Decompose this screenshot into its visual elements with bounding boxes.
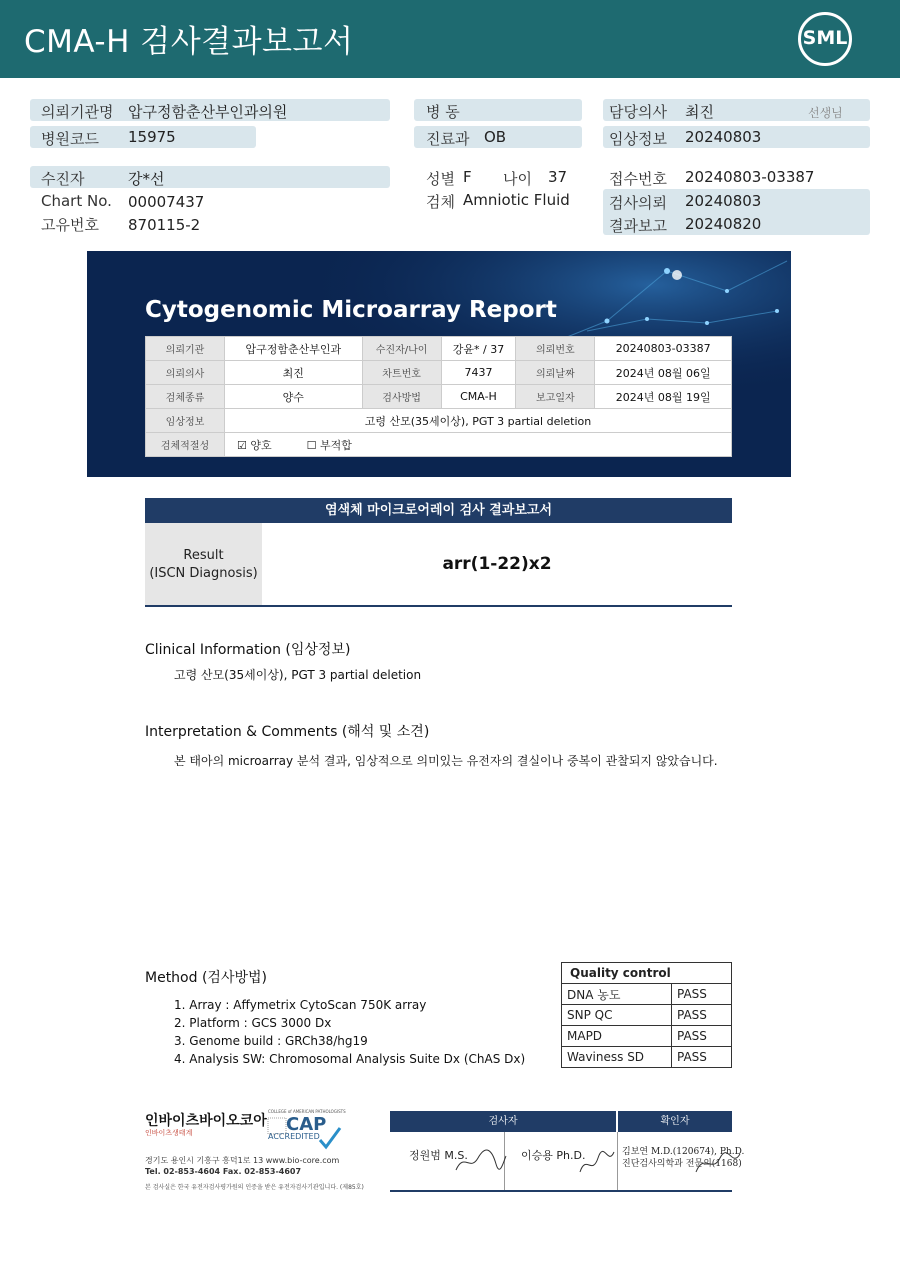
company-logo: 인바이츠바이오코아 <box>145 1113 267 1129</box>
table-cell: 임상정보 <box>146 409 225 433</box>
result-value: arr(1-22)x2 <box>442 554 552 574</box>
table-cell: 검체적절성 <box>146 433 225 457</box>
qc-title: Quality control <box>562 963 732 984</box>
table-cell: 검사방법 <box>362 385 441 409</box>
method-item: 4. Analysis SW: Chromosomal Analysis Suite Dx (ChAS Dx) <box>174 1052 526 1066</box>
table-cell: PASS <box>672 1047 732 1068</box>
signature-bottom-line <box>390 1190 732 1192</box>
adequacy-bad-checkbox: ☐ 부적합 <box>306 438 352 452</box>
certification-notice: 본 검사실은 한국 유전자검사평가원의 인증을 받은 유전자검사기관입니다. (제85호) <box>145 1184 364 1191</box>
table-row <box>562 963 732 984</box>
receipt-value: 20240803-03387 <box>685 168 815 186</box>
cap-accredited: ACCREDITED <box>268 1132 320 1141</box>
table-cell: PASS <box>672 1005 732 1026</box>
ward-label: 병 동 <box>426 103 460 121</box>
table-cell: Waviness SD <box>562 1047 672 1068</box>
result-header: 염색체 마이크로어레이 검사 결과보고서 <box>145 498 732 523</box>
company-address: 경기도 용인시 기흥구 흥덕1로 13 www.bio-core.com <box>145 1156 340 1165</box>
chart-label: Chart No. <box>41 192 112 210</box>
examiner-2-signature-icon <box>576 1146 616 1178</box>
cap-check-icon <box>266 1116 344 1152</box>
sml-logo: SML <box>802 27 848 49</box>
table-cell: 수진자/나이 <box>362 337 441 361</box>
adequacy-good-checkbox: ☑ 양호 <box>237 438 272 452</box>
request-value: 20240803 <box>685 192 762 210</box>
table-cell: 의뢰번호 <box>516 337 595 361</box>
examiner-1-name: 정원범 M.S. <box>409 1149 468 1162</box>
report-date-value: 20240820 <box>685 215 762 233</box>
table-cell: 의뢰의사 <box>146 361 225 385</box>
result-label-box <box>145 523 262 605</box>
specimen-label: 검체 <box>426 193 455 211</box>
confirmer-signature-icon <box>692 1146 742 1178</box>
table-cell: 의뢰기관 <box>146 337 225 361</box>
method-item: 3. Genome build : GRCh38/hg19 <box>174 1034 368 1048</box>
doctor-value: 최진 <box>685 103 714 121</box>
age-label: 나이 <box>503 170 532 188</box>
department-value: OB <box>484 128 507 146</box>
institution-value: 압구정함춘산부인과의원 <box>128 103 288 121</box>
interpretation-heading: Interpretation & Comments (해석 및 소견) <box>145 724 430 740</box>
table-cell: SNP QC <box>562 1005 672 1026</box>
examiner-2-name: 이승용 Ph.D. <box>521 1149 586 1162</box>
result-label: Result <box>183 548 224 563</box>
table-cell: 2024년 08월 19일 <box>595 385 732 409</box>
doctor-suffix: 선생님 <box>808 106 843 120</box>
table-cell: 2024년 08월 06일 <box>595 361 732 385</box>
institution-label: 의뢰기관명 <box>41 103 114 121</box>
table-row <box>562 1047 732 1068</box>
chart-value: 00007437 <box>128 193 205 211</box>
table-row <box>146 361 732 385</box>
banner-info-table <box>145 336 732 457</box>
company-logo-sub: 인바이츠생태계 <box>145 1129 193 1137</box>
age-value: 37 <box>548 168 568 186</box>
table-cell: 압구정함춘산부인과 <box>225 337 363 361</box>
table-row <box>146 385 732 409</box>
table-cell: 검체종류 <box>146 385 225 409</box>
result-label-sub: (ISCN Diagnosis) <box>149 566 258 581</box>
table-row <box>146 337 732 361</box>
table-cell: MAPD <box>562 1026 672 1047</box>
table-cell: PASS <box>672 1026 732 1047</box>
report-date-label: 결과보고 <box>609 217 667 235</box>
uid-value: 870115-2 <box>128 216 201 234</box>
department-label: 진료과 <box>426 130 470 148</box>
interpretation-text: 본 태아의 microarray 분석 결과, 임상적으로 의미있는 유전자의 결실이나 중복이 관찰되지 않았습니다. <box>174 754 718 768</box>
table-row <box>146 433 732 457</box>
examiner-1-signature-icon <box>452 1142 508 1178</box>
table-cell: 보고일자 <box>516 385 595 409</box>
receipt-label: 접수번호 <box>609 170 667 188</box>
company-phone: Tel. 02-853-4604 Fax. 02-853-4607 <box>145 1167 302 1176</box>
cap-logo: CAP <box>286 1114 327 1135</box>
table-cell: 7437 <box>441 361 516 385</box>
sex-value: F <box>463 168 472 186</box>
report-title: CMA-H 검사결과보고서 <box>24 24 354 60</box>
table-cell: PASS <box>672 984 732 1005</box>
divider <box>145 605 732 607</box>
table-row <box>562 1005 732 1026</box>
adequacy-cell <box>225 433 732 457</box>
hospital-code-label: 병원코드 <box>41 130 99 148</box>
clinical-text: 고령 산모(35세이상), PGT 3 partial deletion <box>174 668 422 682</box>
examiner-header: 검사자 <box>390 1111 616 1132</box>
clinical-value: 20240803 <box>685 128 762 146</box>
table-cell: 최진 <box>225 361 363 385</box>
table-row <box>562 984 732 1005</box>
method-heading: Method (검사방법) <box>145 970 267 986</box>
table-cell: 양수 <box>225 385 363 409</box>
method-item: 2. Platform : GCS 3000 Dx <box>174 1016 332 1030</box>
signature-divider <box>617 1132 618 1190</box>
table-row <box>146 409 732 433</box>
confirmer-title: 진단검사의학과 전문의(1168) <box>622 1159 742 1169</box>
specimen-value: Amniotic Fluid <box>463 191 570 209</box>
confirmer-header: 확인자 <box>618 1111 732 1132</box>
confirmer-name: 김보연 M.D.(120674), Ph.D. <box>622 1147 745 1157</box>
doctor-label: 담당의사 <box>609 103 667 121</box>
hospital-code-value: 15975 <box>128 128 176 146</box>
table-cell: CMA-H <box>441 385 516 409</box>
patient-value: 강*선 <box>128 170 165 188</box>
clinical-heading: Clinical Information (임상정보) <box>145 642 351 658</box>
table-cell: DNA 농도 <box>562 984 672 1005</box>
cap-logo-top: COLLEGE of AMERICAN PATHOLOGISTS <box>268 1109 346 1114</box>
sex-label: 성별 <box>426 170 455 188</box>
table-cell: 20240803-03387 <box>595 337 732 361</box>
patient-label: 수진자 <box>41 170 85 188</box>
table-cell: 차트번호 <box>362 361 441 385</box>
quality-control-table <box>561 962 732 1068</box>
uid-label: 고유번호 <box>41 216 99 234</box>
table-row <box>562 1026 732 1047</box>
clinical-info-cell: 고령 산모(35세이상), PGT 3 partial deletion <box>225 409 732 433</box>
request-label: 검사의뢰 <box>609 194 667 212</box>
table-cell: 강윤* / 37 <box>441 337 516 361</box>
table-cell: 의뢰날짜 <box>516 361 595 385</box>
clinical-label: 임상정보 <box>609 130 667 148</box>
method-item: 1. Array : Affymetrix CytoScan 750K array <box>174 998 427 1012</box>
banner-title: Cytogenomic Microarray Report <box>145 297 557 323</box>
